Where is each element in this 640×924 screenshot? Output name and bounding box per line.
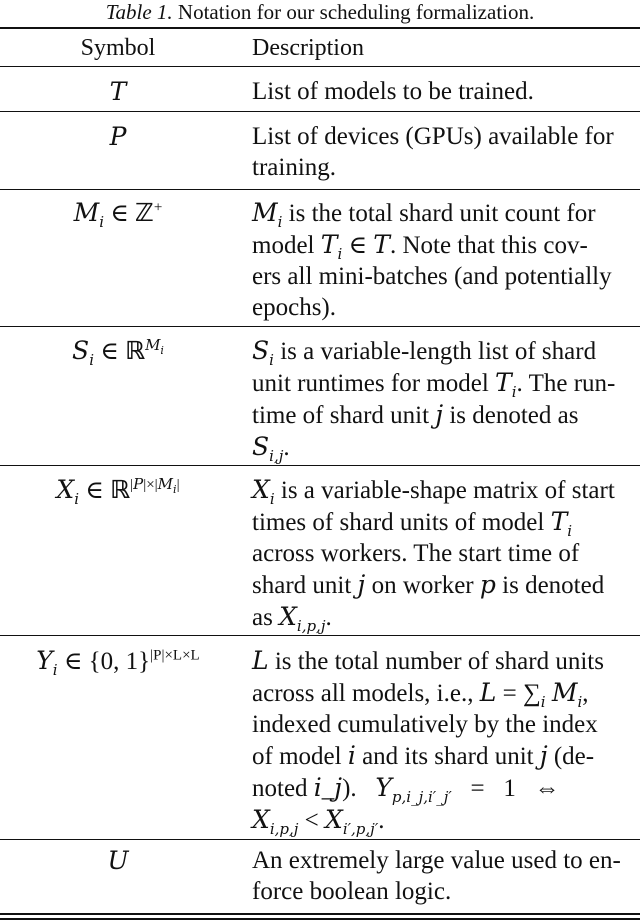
- row-rule: [0, 465, 640, 466]
- row-rule: [0, 839, 640, 840]
- description-cell: List of models to be trained.: [252, 78, 534, 105]
- header-rule: [0, 66, 640, 67]
- header-row: [0, 33, 640, 63]
- row-rule: [0, 326, 640, 327]
- description-cell: L is the total number of shard units across all models, i.e., $L = \sum_i$ $M_i$, indexed cumulatively by the index of model i and its shard unit j (de- noted i_j). $Y_{p,i\_j,i'\_j'} = 1$ ⇔ $X_{i,p,j} < X_{i',p,j'}$.: [252, 646, 604, 838]
- description-cell: $X_i$ is a variable-shape matrix of start times of shard units of model $T_i$ across workers. The start time of shard unit j on worker p is denoted as $X_{i,p,j}$.: [252, 475, 615, 635]
- bottom-rule-second: [0, 918, 640, 920]
- row-rule: [0, 189, 640, 190]
- description-cell: An extremely large value used to en- force boolean logic.: [252, 847, 621, 905]
- symbol-cell: $S_i$ ∈ ℝ$^{M_i}$: [72, 335, 164, 369]
- symbol-cell: $M_i$ ∈ ℤ+: [73, 198, 163, 231]
- description-cell: $S_i$ is a variable-length list of shard unit runtimes for model $T_i$. The run- time of shard unit j is denoted as $S_{i,j}$.: [252, 336, 616, 465]
- caption-text: Notation for our scheduling formalization.: [172, 0, 535, 24]
- symbol-cell: $X_i$ ∈ ℝ$^{|P|\times|M_i|}$: [56, 474, 180, 508]
- symbol-cell: P: [109, 122, 127, 151]
- header-description: Description: [252, 35, 364, 61]
- symbol-cell: U: [107, 846, 129, 875]
- symbol-cell: T: [109, 77, 127, 106]
- header-symbol: Symbol: [80, 35, 156, 61]
- row-rule: [0, 111, 640, 112]
- symbol-cell: $Y_i$ ∈ {0, 1}$^{|P|\times L\times L}$: [36, 646, 200, 679]
- bottom-rule: [0, 913, 640, 915]
- row-rule: [0, 635, 640, 636]
- caption-label: Table 1.: [105, 0, 173, 24]
- top-rule: [0, 27, 640, 29]
- table-caption: [0, 0, 640, 24]
- description-cell: List of devices (GPUs) available for training.: [252, 123, 614, 181]
- description-cell: $M_i$ is the total shard unit count for model $T_i$ ∈ T. Note that this cov- ers all mini-batches (and potentially epochs).: [252, 198, 612, 321]
